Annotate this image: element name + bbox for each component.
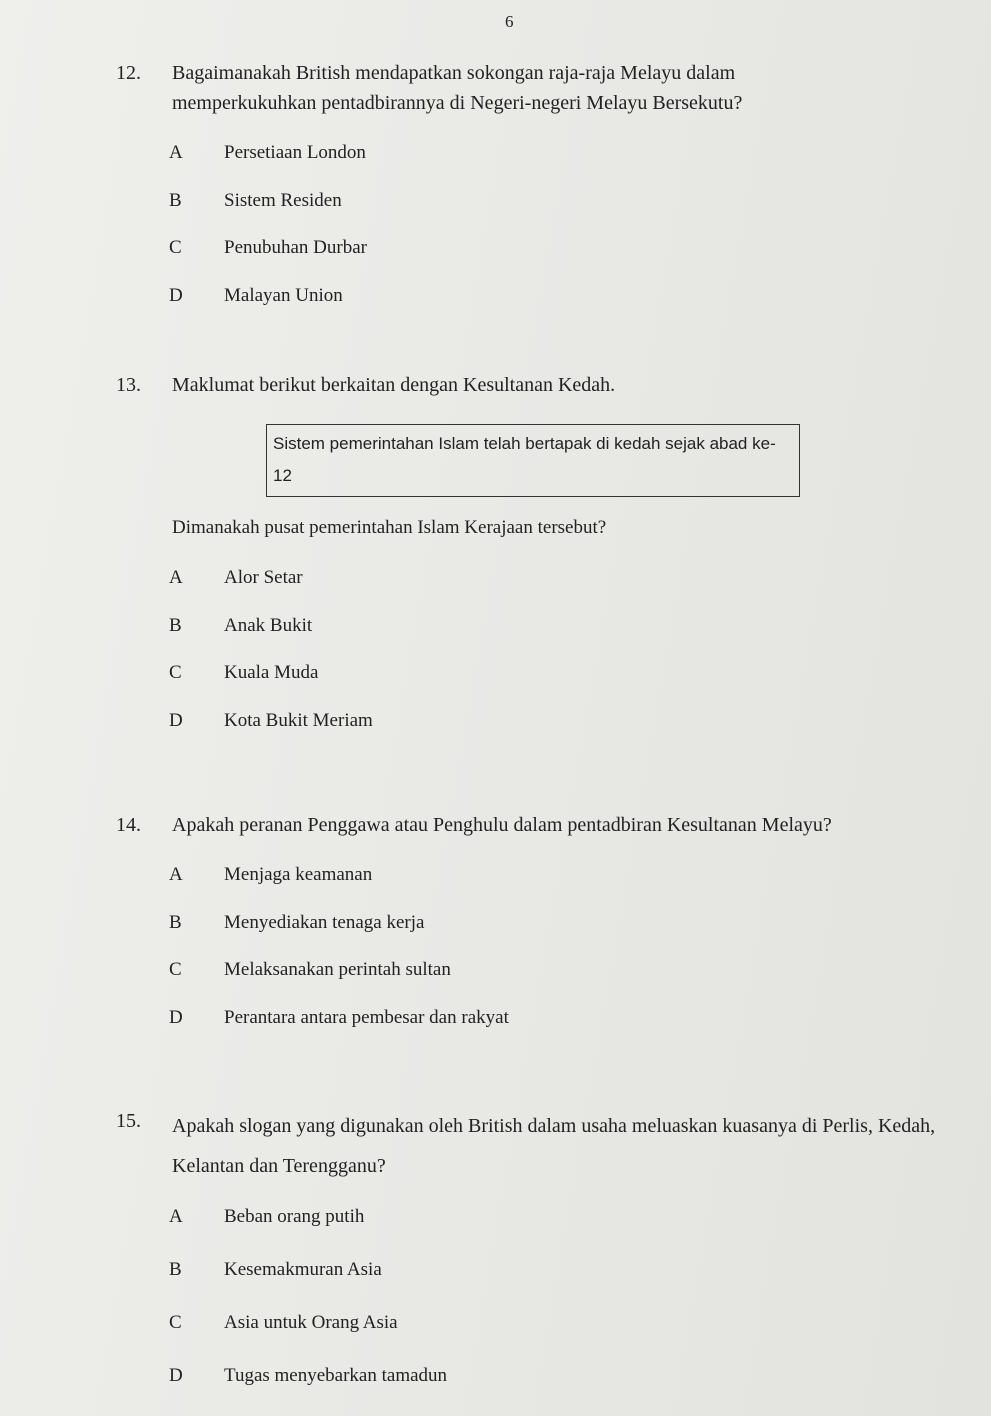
question-14 [116, 810, 936, 1050]
option-letter: D [169, 709, 183, 731]
option-letter: A [169, 567, 183, 588]
option-letter: C [169, 1312, 182, 1333]
option-letter: D [169, 1365, 183, 1386]
info-box-text: Sistem pemerintahan Islam telah bertapak di kedah sejak abad ke-12 [273, 434, 776, 485]
option-c[interactable] [169, 233, 936, 281]
option-letter: D [169, 284, 183, 306]
option-text: Beban orang putih [224, 1206, 365, 1227]
option-letter: A [169, 1206, 183, 1227]
option-text: Kuala Muda [224, 662, 319, 683]
option-text: Penubuhan Durbar [224, 237, 367, 258]
question-text: Apakah peranan Penggawa atau Penghulu dalam pentadbiran Kesultanan Melayu? [172, 814, 832, 836]
options-list [169, 138, 936, 328]
option-text: Anak Bukit [224, 614, 313, 636]
option-letter: B [169, 911, 182, 933]
question-13 [116, 370, 936, 753]
option-d[interactable] [169, 706, 936, 754]
page-number: 6 [505, 12, 514, 31]
option-a[interactable] [169, 138, 936, 186]
option-text: Alor Setar [224, 567, 303, 588]
option-c[interactable] [169, 955, 936, 1003]
question-number: 14. [116, 814, 141, 836]
option-text: Melaksanakan perintah sultan [224, 959, 451, 980]
question-number: 12. [116, 62, 141, 84]
sub-question-text: Dimanakah pusat pemerintahan Islam Kerajaan tersebut? [172, 517, 607, 538]
question-15 [116, 1106, 936, 1414]
question-12 [116, 58, 936, 328]
option-letter: D [169, 1006, 183, 1028]
option-text: Malayan Union [224, 284, 343, 306]
question-text: Maklumat berikut berkaitan dengan Kesultanan Kedah. [172, 374, 616, 396]
option-letter: A [169, 142, 183, 163]
option-text: Kesemakmuran Asia [224, 1259, 382, 1280]
option-b[interactable] [169, 186, 936, 234]
options-list [169, 860, 936, 1050]
option-a[interactable] [169, 1202, 936, 1255]
option-a[interactable] [169, 563, 936, 611]
option-d[interactable] [169, 281, 936, 329]
option-d[interactable] [169, 1003, 936, 1051]
option-letter: B [169, 189, 182, 211]
question-number: 13. [116, 374, 141, 396]
option-b[interactable] [169, 1255, 936, 1308]
option-text: Kota Bukit Meriam [224, 709, 373, 731]
option-letter: C [169, 959, 182, 980]
option-text: Asia untuk Orang Asia [224, 1312, 398, 1333]
options-list [169, 1202, 936, 1414]
option-c[interactable] [169, 658, 936, 706]
option-b[interactable] [169, 908, 936, 956]
option-text: Menjaga keamanan [224, 864, 373, 885]
option-letter: B [169, 1259, 182, 1280]
option-text: Persetiaan London [224, 142, 366, 163]
option-text: Menyediakan tenaga kerja [224, 911, 425, 933]
option-letter: B [169, 614, 182, 636]
option-text: Tugas menyebarkan tamadun [224, 1365, 448, 1386]
question-text: Bagaimanakah British mendapatkan sokongan raja-raja Melayu dalam memperkukuhkan pentadbirannya di Negeri-negeri Melayu Bersekutu? [172, 62, 743, 114]
option-letter: C [169, 662, 182, 683]
option-b[interactable] [169, 611, 936, 659]
question-number: 15. [116, 1110, 141, 1132]
options-list [169, 563, 936, 753]
option-text: Perantara antara pembesar dan rakyat [224, 1006, 509, 1028]
question-text: Apakah slogan yang digunakan oleh British dalam usaha meluaskan kuasanya di Perlis, Kedah, Kelantan dan Terengganu? [172, 1115, 936, 1177]
info-box [266, 424, 800, 497]
option-letter: C [169, 237, 182, 258]
option-c[interactable] [169, 1308, 936, 1361]
option-a[interactable] [169, 860, 936, 908]
option-letter: A [169, 864, 183, 885]
option-text: Sistem Residen [224, 189, 342, 211]
option-d[interactable] [169, 1361, 936, 1414]
